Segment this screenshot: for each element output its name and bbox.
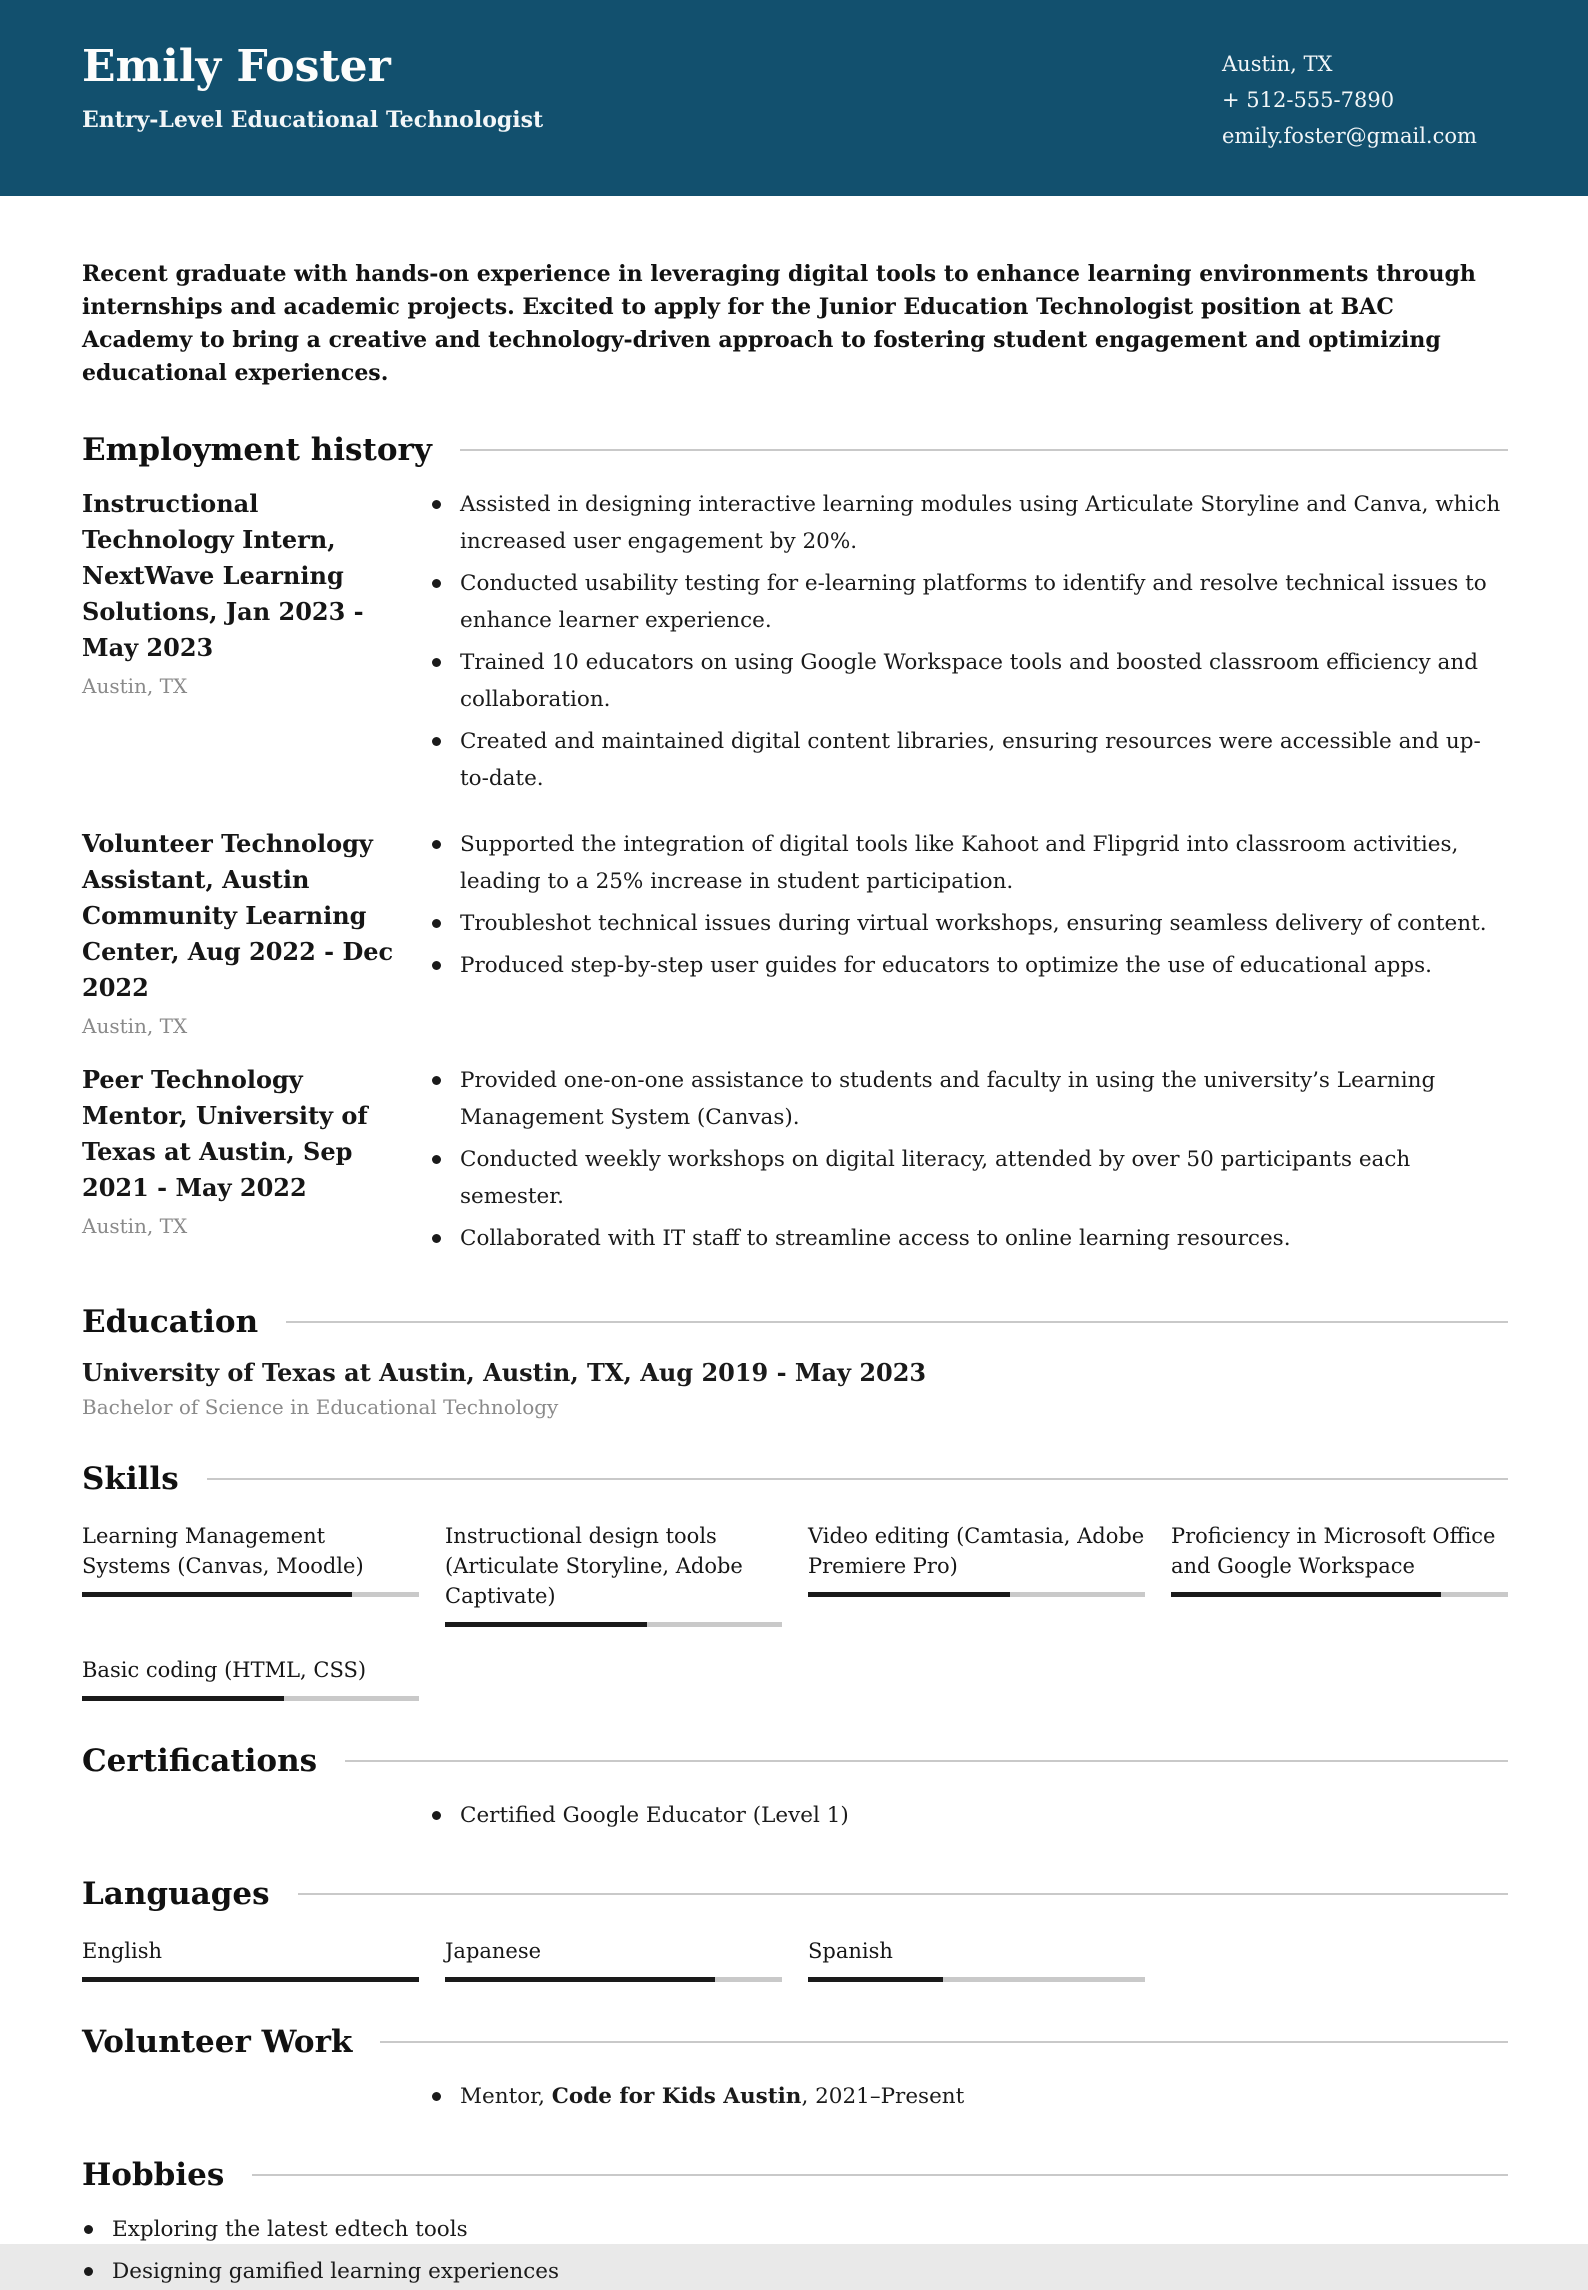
job-meta — [82, 826, 402, 1038]
job-bullet: Assisted in designing interactive learning modules using Articulate Storyline and Canva, which increased user engagement by 20%. — [430, 486, 1508, 560]
volunteer-dates: , 2021–Present — [801, 2084, 965, 2109]
person-name: Emily Foster — [82, 41, 391, 92]
certifications-heading — [82, 1743, 1508, 1779]
header-band — [0, 0, 1588, 196]
section-divider — [207, 1478, 1508, 1480]
contact-email: emily.foster@gmail.com — [1222, 124, 1477, 148]
skill-label: Basic coding (HTML, CSS) — [82, 1658, 367, 1682]
contact-block — [1222, 42, 1508, 196]
job-entry — [82, 486, 1508, 802]
section-skills — [82, 1461, 1508, 1701]
language-item — [445, 1936, 782, 1982]
skill-item — [82, 1521, 419, 1627]
skill-level-bar — [82, 1696, 419, 1701]
skill-label: Video editing (Camtasia, Adobe Premiere Pro) — [808, 1524, 1145, 1578]
volunteer-organization: Code for Kids Austin — [551, 2084, 802, 2109]
language-level-bar — [445, 1977, 782, 1982]
skill-level-fill — [1171, 1592, 1441, 1597]
job-title: Volunteer Technology Assistant, Austin Community Learning Center, Aug 2022 - Dec 2022 — [82, 829, 394, 1002]
certifications-heading-label: Certifications — [82, 1743, 318, 1779]
contact-location: Austin, TX — [1222, 52, 1333, 76]
language-label: Spanish — [808, 1939, 893, 1963]
job-location: Austin, TX — [82, 1214, 188, 1238]
volunteer-role: Mentor, — [460, 2084, 552, 2109]
volunteer-heading-label: Volunteer Work — [82, 2024, 353, 2060]
job-meta — [82, 1062, 402, 1262]
skill-item — [82, 1655, 419, 1701]
skill-item — [1171, 1521, 1508, 1627]
job-bullet: Troubleshot technical issues during virtual workshops, ensuring seamless delivery of content. — [430, 905, 1508, 942]
section-volunteer — [82, 2024, 1508, 2115]
employment-heading-label: Employment history — [82, 432, 432, 468]
job-bullet: Produced step-by-step user guides for educators to optimize the use of educational apps. — [430, 947, 1508, 984]
skill-level-fill — [808, 1592, 1010, 1597]
section-divider — [460, 449, 1508, 451]
language-level-fill — [808, 1977, 943, 1982]
certifications-list — [430, 1797, 1508, 1834]
skill-label: Learning Management Systems (Canvas, Moodle) — [82, 1524, 364, 1578]
language-label: Japanese — [445, 1939, 542, 1963]
skill-level-bar — [808, 1592, 1145, 1597]
profile-summary: Recent graduate with hands-on experience in leveraging digital tools to enhance learning environments through internships and academic projects. Excited to apply for the Junior Education Technologist position at BAC Academy to bring a creative and technology-driven approach to fostering student engagement and optimizing educational experiences. — [82, 261, 1476, 386]
section-education — [82, 1304, 1508, 1419]
skill-level-fill — [82, 1592, 352, 1597]
section-hobbies — [82, 2157, 1508, 2290]
section-divider — [286, 1321, 1508, 1323]
job-entry — [82, 1062, 1508, 1262]
job-bullet-list — [430, 486, 1508, 802]
skill-label: Instructional design tools (Articulate Storyline, Adobe Captivate) — [445, 1524, 743, 1608]
job-bullet: Provided one-on-one assistance to students and faculty in using the university’s Learning Management System (Canvas). — [430, 1062, 1508, 1136]
job-bullet: Collaborated with IT staff to streamline access to online learning resources. — [430, 1220, 1508, 1257]
person-headline: Entry-Level Educational Technologist — [82, 106, 544, 133]
languages-grid — [82, 1936, 1508, 1982]
contact-phone: + 512-555-7890 — [1222, 88, 1395, 112]
languages-heading-label: Languages — [82, 1876, 270, 1912]
section-divider — [298, 1893, 1508, 1895]
skills-heading-label: Skills — [82, 1461, 179, 1497]
hobby-item: Exploring the latest edtech tools — [82, 2211, 1508, 2248]
education-heading-label: Education — [82, 1304, 259, 1340]
hobby-item: Designing gamified learning experiences — [82, 2253, 1508, 2290]
certification-item: Certified Google Educator (Level 1) — [430, 1797, 1508, 1834]
job-bullet-list — [430, 1062, 1508, 1262]
job-bullet: Created and maintained digital content libraries, ensuring resources were accessible and up-to-date. — [430, 723, 1508, 797]
job-location: Austin, TX — [82, 1014, 188, 1038]
job-bullet: Trained 10 educators on using Google Workspace tools and boosted classroom efficiency and collaboration. — [430, 644, 1508, 718]
language-level-bar — [808, 1977, 1145, 1982]
employment-heading — [82, 432, 1508, 468]
section-divider — [252, 2174, 1508, 2176]
section-divider — [345, 1760, 1508, 1762]
volunteer-item — [430, 2078, 1508, 2115]
volunteer-heading — [82, 2024, 1508, 2060]
job-bullet: Supported the integration of digital tools like Kahoot and Flipgrid into classroom activities, leading to a 25% increase in student participation. — [430, 826, 1508, 900]
section-employment — [82, 432, 1508, 1262]
skill-label: Proficiency in Microsoft Office and Google Workspace — [1171, 1524, 1496, 1578]
language-item — [82, 1936, 419, 1982]
hobbies-heading-label: Hobbies — [82, 2157, 225, 2193]
job-title: Peer Technology Mentor, University of Texas at Austin, Sep 2021 - May 2022 — [82, 1065, 368, 1202]
language-level-fill — [82, 1977, 419, 1982]
education-school: University of Texas at Austin, Austin, TX, Aug 2019 - May 2023 — [82, 1358, 927, 1387]
job-bullet: Conducted usability testing for e-learning platforms to identify and resolve technical issues to enhance learner experience. — [430, 565, 1508, 639]
header-identity — [82, 42, 543, 196]
education-degree: Bachelor of Science in Educational Technology — [82, 1395, 559, 1419]
job-bullet: Conducted weekly workshops on digital literacy, attended by over 50 participants each semester. — [430, 1141, 1508, 1215]
job-meta — [82, 486, 402, 802]
skill-level-bar — [1171, 1592, 1508, 1597]
volunteer-list — [430, 2078, 1508, 2115]
skill-level-fill — [445, 1622, 647, 1627]
language-level-fill — [445, 1977, 715, 1982]
skills-heading — [82, 1461, 1508, 1497]
skill-level-fill — [82, 1696, 284, 1701]
hobbies-heading — [82, 2157, 1508, 2193]
section-languages — [82, 1876, 1508, 1982]
skills-grid — [82, 1521, 1508, 1701]
section-divider — [380, 2041, 1508, 2043]
skill-item — [808, 1521, 1145, 1627]
education-heading — [82, 1304, 1508, 1340]
skill-level-bar — [82, 1592, 419, 1597]
languages-heading — [82, 1876, 1508, 1912]
language-level-bar — [82, 1977, 419, 1982]
job-entry — [82, 826, 1508, 1038]
job-title: Instructional Technology Intern, NextWave Learning Solutions, Jan 2023 - May 2023 — [82, 489, 364, 662]
resume-body — [0, 196, 1588, 2290]
job-location: Austin, TX — [82, 674, 188, 698]
language-item — [808, 1936, 1145, 1982]
skill-level-bar — [445, 1622, 782, 1627]
section-certifications — [82, 1743, 1508, 1834]
language-label: English — [82, 1939, 163, 1963]
hobbies-list — [82, 2211, 1508, 2290]
job-bullet-list — [430, 826, 1508, 1038]
skill-item — [445, 1521, 782, 1627]
